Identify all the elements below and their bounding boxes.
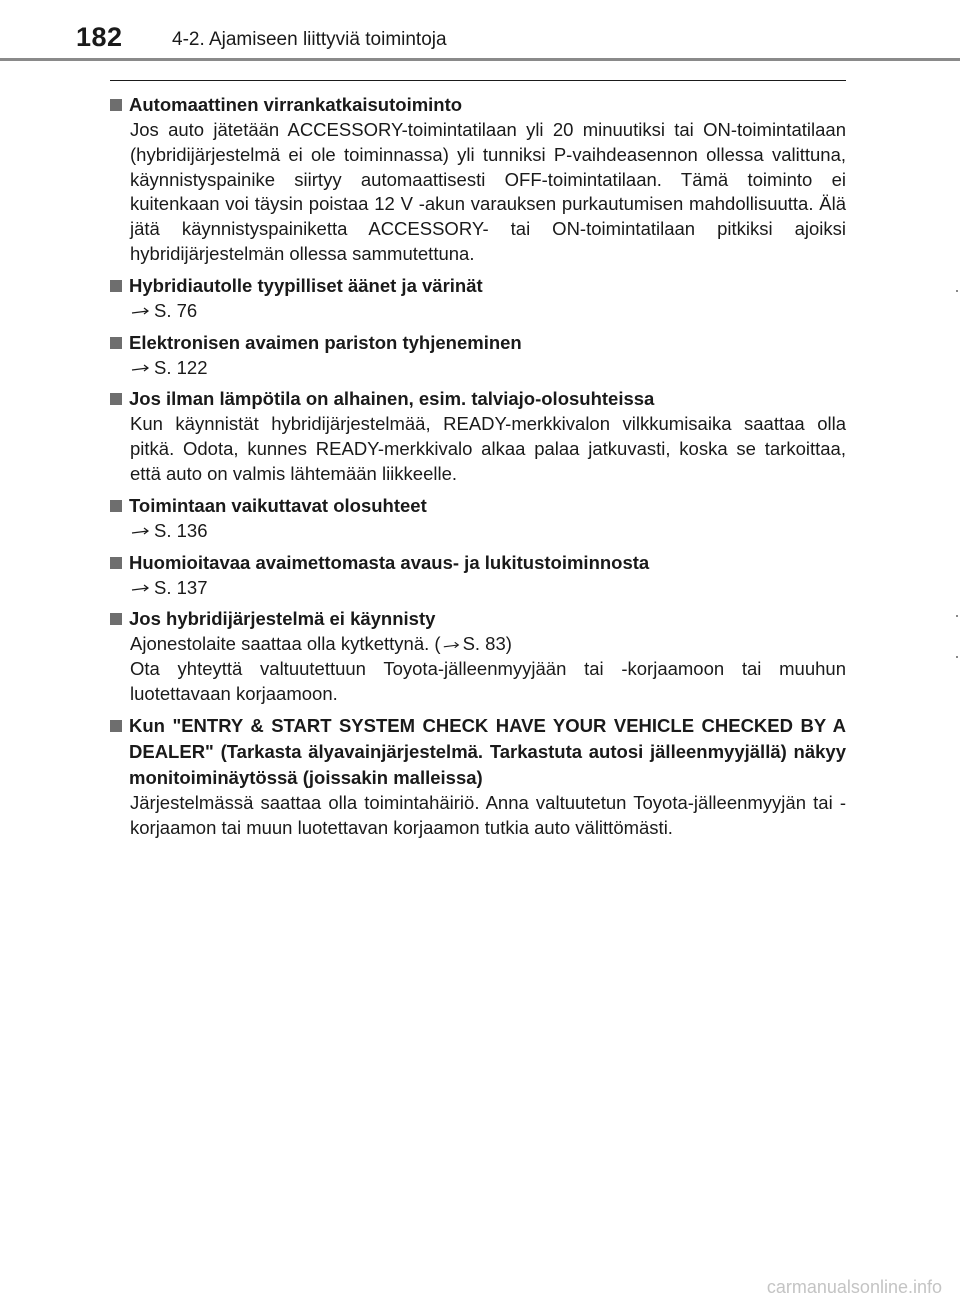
list-item	[110, 330, 846, 381]
page-number: 182	[76, 22, 123, 52]
item-heading: Hybridiautolle tyypilliset äänet ja värinät	[110, 273, 846, 299]
page-reference[interactable]: S. 122	[130, 356, 846, 381]
arrow-right-icon	[442, 639, 462, 651]
square-bullet-icon	[110, 337, 122, 349]
square-bullet-icon	[110, 280, 122, 292]
item-heading: Kun "ENTRY & START SYSTEM CHECK HAVE YOUR VEHICLE CHECKED BY A DEALER" (Tarkasta älyavainjärjestelmä. Tarkastuta autosi jälleenmyyjällä) näkyy monitoiminäytössä (joissakin malleissa)	[110, 713, 846, 791]
section-title: 4-2. Ajamiseen liittyviä toimintoja	[172, 29, 447, 50]
item-heading: Jos ilman lämpötila on alhainen, esim. talviajo-olosuhteissa	[110, 386, 846, 412]
header-divider	[0, 58, 960, 61]
content-divider	[110, 80, 846, 81]
item-body: Järjestelmässä saattaa olla toimintahäiriö. Anna valtuutetun Toyota-jälleenmyyjän tai -korjaamon tai muun luotettavan korjaamon tutkia auto välittömästi.	[130, 791, 846, 838]
list-item	[110, 606, 846, 706]
list-item	[110, 493, 846, 544]
list-item	[110, 92, 846, 267]
square-bullet-icon	[110, 99, 122, 111]
arrow-right-icon	[130, 305, 152, 317]
content	[110, 92, 846, 846]
page-header	[0, 0, 960, 62]
list-item	[110, 550, 846, 601]
arrow-right-icon	[130, 582, 152, 594]
square-bullet-icon	[110, 500, 122, 512]
page-reference[interactable]: S. 83	[462, 633, 506, 655]
item-heading: Jos hybridijärjestelmä ei käynnisty	[110, 606, 846, 632]
edge-mark	[956, 615, 958, 617]
page-reference[interactable]: S. 137	[130, 576, 846, 601]
item-heading: Automaattinen virrankatkaisutoiminto	[110, 92, 846, 118]
item-heading: Elektronisen avaimen pariston tyhjeneminen	[110, 330, 846, 356]
arrow-right-icon	[130, 525, 152, 537]
square-bullet-icon	[110, 720, 122, 732]
square-bullet-icon	[110, 613, 122, 625]
arrow-right-icon	[130, 362, 152, 374]
list-item	[110, 713, 846, 841]
item-heading: Toimintaan vaikuttavat olosuhteet	[110, 493, 846, 519]
item-heading: Huomioitavaa avaimettomasta avaus- ja lukitustoiminnosta	[110, 550, 846, 576]
item-body: Ajonestolaite saattaa olla kytkettynä. ( S. 83) Ota yhteyttä valtuutettuun Toyota-jälleenmyyjään tai -korjaamoon tai muuhun luotettavaan korjaamoon.	[130, 633, 846, 704]
square-bullet-icon	[110, 557, 122, 569]
item-body: Jos auto jätetään ACCESSORY-toimintatilaan yli 20 minuutiksi tai ON-toimintatilaan (hybridijärjestelmä ei ole toiminnassa) yli tunniksi P-vaihdeasennon ollessa valittuna, käynnistyspainike siirtyy automaattisesti OFF-toimintatilaan. Tämä toiminto ei kuitenkaan voi täysin poistaa 12 V -akun varauksen purkautumisen mahdollisuutta. Älä jätä käynnistyspainiketta ACCESSORY- tai ON-toimintatilaan pitkiksi ajoiksi hybridijärjestelmän ollessa sammutettuna.	[130, 119, 846, 264]
page-reference[interactable]: S. 76	[130, 299, 846, 324]
list-item	[110, 273, 846, 324]
square-bullet-icon	[110, 393, 122, 405]
edge-mark	[956, 656, 958, 658]
edge-mark	[956, 290, 958, 292]
item-body: Kun käynnistät hybridijärjestelmää, READY-merkkivalon vilkkumisaika saattaa olla pitkä. Odota, kunnes READY-merkkivalo alkaa palaa jatkuvasti, koska se tarkoittaa, että auto on valmis lähtemään liikkeelle.	[130, 413, 846, 484]
page-reference[interactable]: S. 136	[130, 519, 846, 544]
list-item	[110, 386, 846, 486]
watermark: carmanualsonline.info	[766, 1277, 942, 1297]
